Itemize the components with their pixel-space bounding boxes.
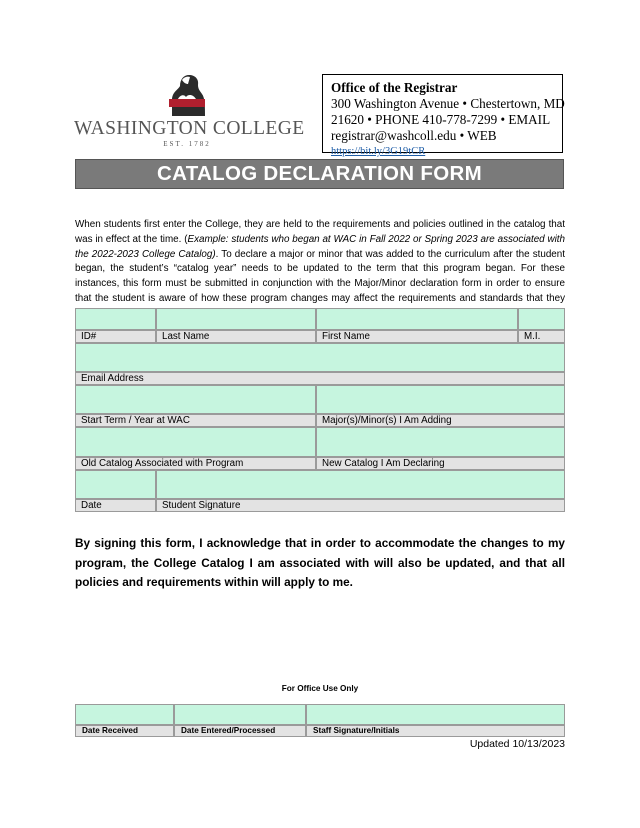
student-signature-field[interactable] (156, 470, 565, 499)
first-name-field[interactable] (316, 308, 518, 330)
logo-wordmark: WASHINGTON COLLEGE (74, 118, 305, 139)
registrar-contact-box (322, 74, 565, 157)
updated-date: Updated 10/13/2023 (469, 738, 565, 750)
acknowledgement-statement: By signing this form, I acknowledge that in order to accommodate the changes to my program, the College Catalog I am associated with will also be updated, and that all policies and requirements within will apply to me. (75, 536, 565, 590)
student-signature-label: Student Signature (156, 499, 565, 512)
date-field[interactable] (75, 470, 156, 499)
logo-established: EST. 1782 (163, 140, 211, 148)
new-catalog-field[interactable] (316, 427, 565, 457)
intro-paragraph (75, 218, 565, 322)
start-term-label: Start Term / Year at WAC (75, 414, 316, 427)
last-name-field[interactable] (156, 308, 316, 330)
start-term-field[interactable] (75, 385, 316, 414)
staff-signature-label: Staff Signature/Initials (306, 725, 565, 737)
intro-example: Example: students who began at WAC in Fall 2022 or Spring 2023 are associated with the 2022-2023 College Catalog) (75, 233, 565, 260)
portrait-silhouette-icon (169, 74, 205, 116)
date-received-label: Date Received (75, 725, 174, 737)
middle-initial-field[interactable] (518, 308, 565, 330)
form-title: CATALOG DECLARATION FORM (157, 162, 482, 185)
majors-minors-field[interactable] (316, 385, 565, 414)
old-catalog-label: Old Catalog Associated with Program (75, 457, 316, 470)
date-entered-label: Date Entered/Processed (174, 725, 306, 737)
registrar-title: Office of the Registrar (331, 80, 458, 95)
email-field[interactable] (75, 343, 565, 372)
registrar-web-link[interactable]: https://bit.ly/3G19tCR (331, 146, 426, 157)
form-title-banner (75, 159, 564, 189)
registrar-address: 300 Washington Avenue • Chestertown, MD (331, 96, 565, 111)
last-name-label: Last Name (156, 330, 316, 343)
registrar-email: registrar@washcoll.edu • WEB (331, 128, 497, 143)
id-field[interactable] (75, 308, 156, 330)
majors-minors-label: Major(s)/Minor(s) I Am Adding (316, 414, 565, 427)
intro-text-end: . To declare a major or minor that was added to the curriculum after the student began, the student’s “catalog year” needs to be updated to the term that this program began. For these instances, this form must be submitted in conjunction with the Major/Minor declaration form in order to ensure that the student is aware of how these program changes may affect the requirements and standards that they (75, 248, 565, 304)
date-entered-field[interactable] (174, 704, 306, 725)
new-catalog-label: New Catalog I Am Declaring (316, 457, 565, 470)
id-label: ID# (75, 330, 156, 343)
first-name-label: First Name (316, 330, 518, 343)
staff-signature-field[interactable] (306, 704, 565, 725)
date-received-field[interactable] (75, 704, 174, 725)
middle-initial-label: M.I. (518, 330, 565, 343)
email-label: Email Address (75, 372, 565, 385)
intro-text-start: When students first enter the College, they are held to the requirements and policies outlined in the catalog that was in effect at the time. ( (75, 219, 565, 245)
office-use-title: For Office Use Only (281, 684, 359, 693)
date-label: Date (75, 499, 156, 512)
old-catalog-field[interactable] (75, 427, 316, 457)
registrar-phone: 21620 • PHONE 410-778-7299 • EMAIL (331, 112, 551, 127)
